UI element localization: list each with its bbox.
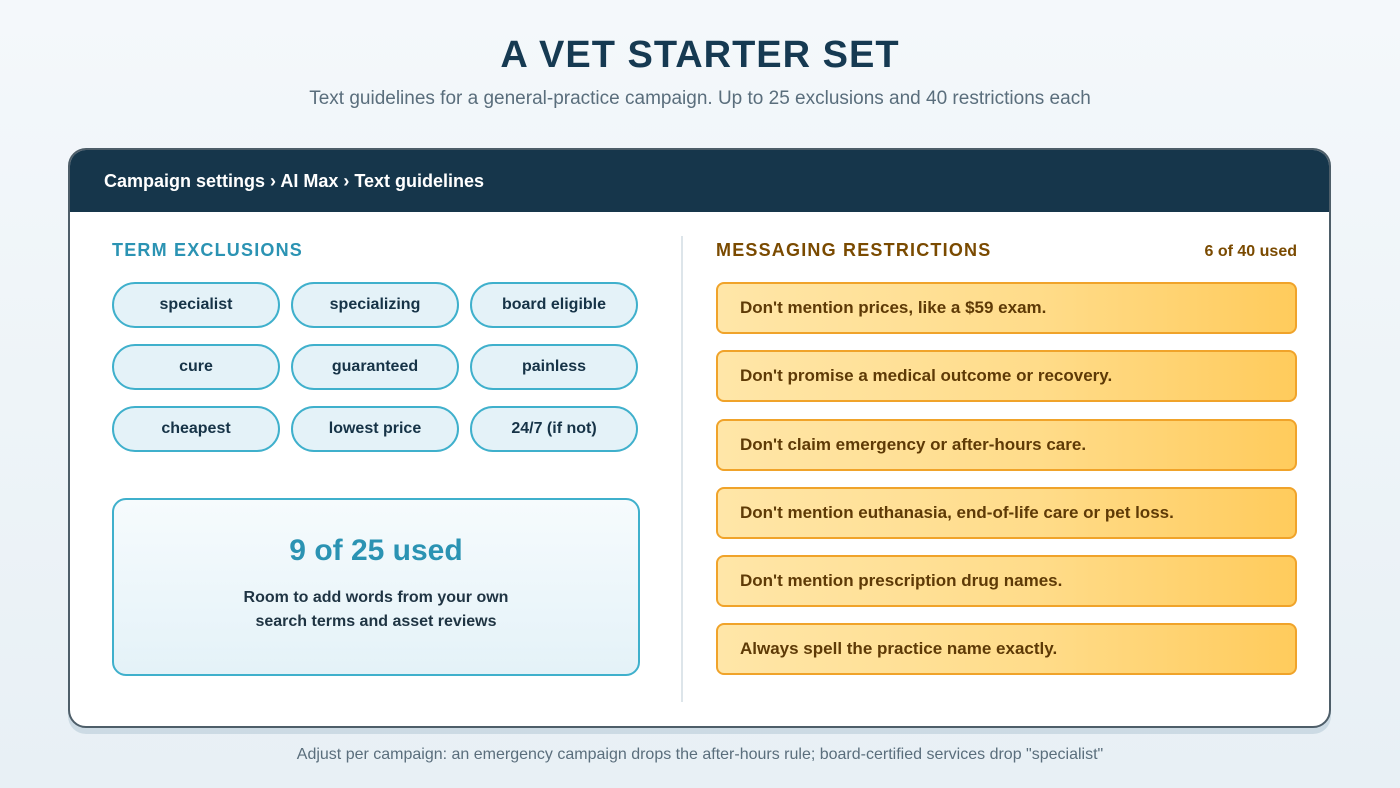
restrictions-list	[716, 282, 1297, 675]
exclusion-term[interactable]: cheapest	[112, 406, 280, 452]
page-subtitle: Text guidelines for a general-practice campaign. Up to 25 exclusions and 40 restrictions each	[309, 88, 1091, 109]
restriction-item[interactable]: Don't mention prices, like a $59 exam.	[716, 282, 1297, 334]
breadcrumb: Campaign settings › AI Max › Text guidelines	[70, 150, 1329, 212]
messaging-restrictions-section	[716, 240, 1297, 692]
exclusion-term[interactable]: guaranteed	[291, 344, 459, 390]
restrictions-usage-count: 6 of 40 used	[1204, 243, 1297, 260]
messaging-restrictions-title: MESSAGING RESTRICTIONS	[716, 240, 992, 260]
exclusions-usage-box	[112, 498, 640, 676]
restriction-item[interactable]: Don't mention euthanasia, end-of-life care or pet loss.	[716, 487, 1297, 539]
exclusion-term[interactable]: lowest price	[291, 406, 459, 452]
term-exclusions-list	[112, 282, 642, 452]
page-title: A VET STARTER SET	[500, 34, 900, 76]
exclusion-term[interactable]: painless	[470, 344, 638, 390]
exclusion-term[interactable]: 24/7 (if not)	[470, 406, 638, 452]
text-guidelines-card	[68, 148, 1331, 728]
term-exclusions-title: TERM EXCLUSIONS	[112, 240, 304, 260]
restriction-item[interactable]: Don't mention prescription drug names.	[716, 555, 1297, 607]
restrictions-header	[716, 240, 1297, 261]
exclusion-term[interactable]: board eligible	[470, 282, 638, 328]
exclusion-term[interactable]: cure	[112, 344, 280, 390]
footnote: Adjust per campaign: an emergency campaign drops the after-hours rule; board-certified services drop "specialist"	[296, 746, 1104, 763]
restriction-item[interactable]: Don't claim emergency or after-hours care.	[716, 419, 1297, 471]
restriction-item[interactable]: Don't promise a medical outcome or recovery.	[716, 350, 1297, 402]
restriction-item[interactable]: Always spell the practice name exactly.	[716, 623, 1297, 675]
term-exclusions-section	[112, 240, 642, 630]
exclusion-term[interactable]: specializing	[291, 282, 459, 328]
exclusions-usage-count: 9 of 25 used	[289, 534, 463, 567]
exclusions-usage-note: Room to add words from your own search terms and asset reviews	[243, 589, 509, 630]
exclusion-term[interactable]: specialist	[112, 282, 280, 328]
column-divider	[681, 236, 683, 702]
